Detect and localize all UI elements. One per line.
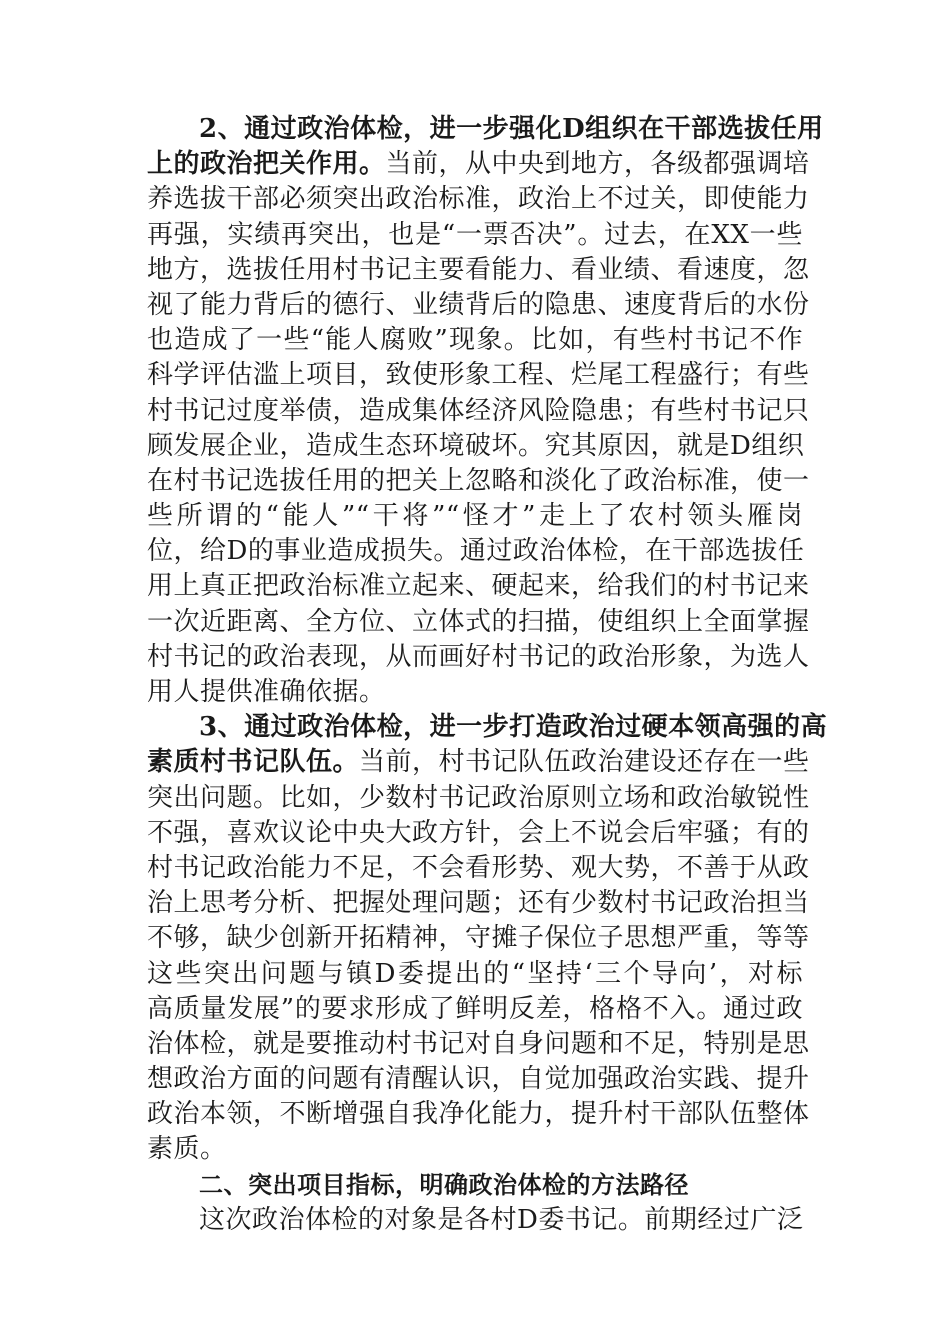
body-text: 治体检，就是要推动村书记对自身问题和不足，特别是思 [147,1028,810,1059]
body-text: 政治本领，不断增强自我净化能力，提升村干部队伍整体 [147,1099,810,1130]
text-line [147,218,803,253]
text-line [147,1027,810,1062]
text-line [147,605,810,640]
text-line [147,1132,803,1167]
body-text: 素质。 [147,1134,227,1165]
bold-heading-text: 素质村书记队伍。 [147,747,360,778]
body-text: 再强，实绩再突出，也是“一票否决”。过去，在XX一些 [147,219,803,250]
body-text: 一次近距离、全方位、立体式的扫描，使组织上全面掌握 [147,606,810,637]
paragraph-2 [147,112,824,710]
body-text: 不强，喜欢议论中央大政方针，会上不说会后牢骚；有的 [147,817,810,848]
text-line [147,675,803,710]
body-text: 视了能力背后的德行、业绩背后的隐患、速度背后的水份 [147,289,810,320]
text-line [147,1062,810,1097]
text-line [147,464,810,499]
body-text: 地方，选拔任用村书记主要看能力、看业绩、看速度，忽 [147,254,810,285]
text-line [147,851,810,886]
text-line [147,147,810,182]
body-text: 顾发展企业，造成生态环境破坏。究其原因，就是D组织 [147,430,805,461]
text-line [147,253,810,288]
body-text: 这些突出问题与镇D委提出的“坚持‘三个导向’，对标 [147,958,803,989]
paragraph-4 [147,1203,803,1238]
text-line [147,745,810,780]
text-line [147,429,803,464]
body-text: 突出问题。比如，少数村书记政治原则立场和政治敏锐性 [147,782,810,813]
text-line [147,534,803,569]
body-text: 当前，从中央到地方，各级都强调培 [385,149,810,180]
body-text: 不够，缺少创新开拓精神，守摊子保位子思想严重，等等 [147,923,810,954]
body-text: 用上真正把政治标准立起来、硬起来，给我们的村书记来 [147,571,810,602]
section-heading: 二、突出项目指标，明确政治体检的方法路径 [199,1170,689,1199]
body-text: 这次政治体检的对象是各村D委书记。前期经过广泛 [199,1204,804,1235]
paragraph-3 [147,710,828,1167]
body-text: 在村书记选拔任用的把关上忽略和淡化了政治标准，使一 [147,465,810,496]
text-line [147,569,810,604]
document-page [147,112,828,1238]
text-line [147,886,810,921]
text-line [147,957,803,992]
body-text: 村书记过度举债，造成集体经济风险隐患；有些村书记只 [147,395,810,426]
bold-heading-text: 上的政治把关作用。 [147,149,386,180]
body-text: 些所谓的“能人”“干将”“怪才”走上了农村领头雁岗 [147,501,803,532]
text-line [147,288,810,323]
text-line [147,710,828,745]
text-line [147,816,810,851]
text-line [147,1097,810,1132]
body-text: 想政治方面的问题有清醒认识，自觉加强政治实践、提升 [147,1064,810,1095]
body-text: 村书记的政治表现，从而画好村书记的政治形象，为选人 [147,641,810,672]
text-line [147,394,810,429]
body-text: 养选拔干部必须突出政治标准，政治上不过关，即使能力 [147,184,810,215]
text-line [147,781,810,816]
body-text: 也造成了一些“能人腐败”现象。比如，有些村书记不作 [147,325,803,356]
bold-heading-text: 3、通过政治体检，进一步打造政治过硬本领高强的高 [199,712,828,743]
body-text: 治上思考分析、把握处理问题；还有少数村书记政治担当 [147,888,810,919]
text-line [147,112,824,147]
body-text: 用人提供准确依据。 [147,677,386,707]
text-line [147,640,810,675]
body-text: 科学评估滥上项目，致使形象工程、烂尾工程盛行；有些 [147,360,810,391]
body-text: 位，给D的事业造成损失。通过政治体检，在干部选拔任 [147,536,805,567]
text-line [147,182,810,217]
body-text: 高质量发展”的要求形成了鲜明反差，格格不入。通过政 [147,993,803,1024]
text-line [147,323,803,358]
text-line [147,1203,803,1238]
body-text: 当前，村书记队伍政治建设还存在一些 [359,747,810,778]
bold-heading-text: 2、通过政治体检，进一步强化D组织在干部选拔任用 [199,114,824,144]
text-line [147,358,810,393]
text-line [147,921,810,956]
text-line [147,992,803,1027]
body-text: 村书记政治能力不足，不会看形势、观大势，不善于从政 [147,852,810,883]
text-line [147,499,803,534]
